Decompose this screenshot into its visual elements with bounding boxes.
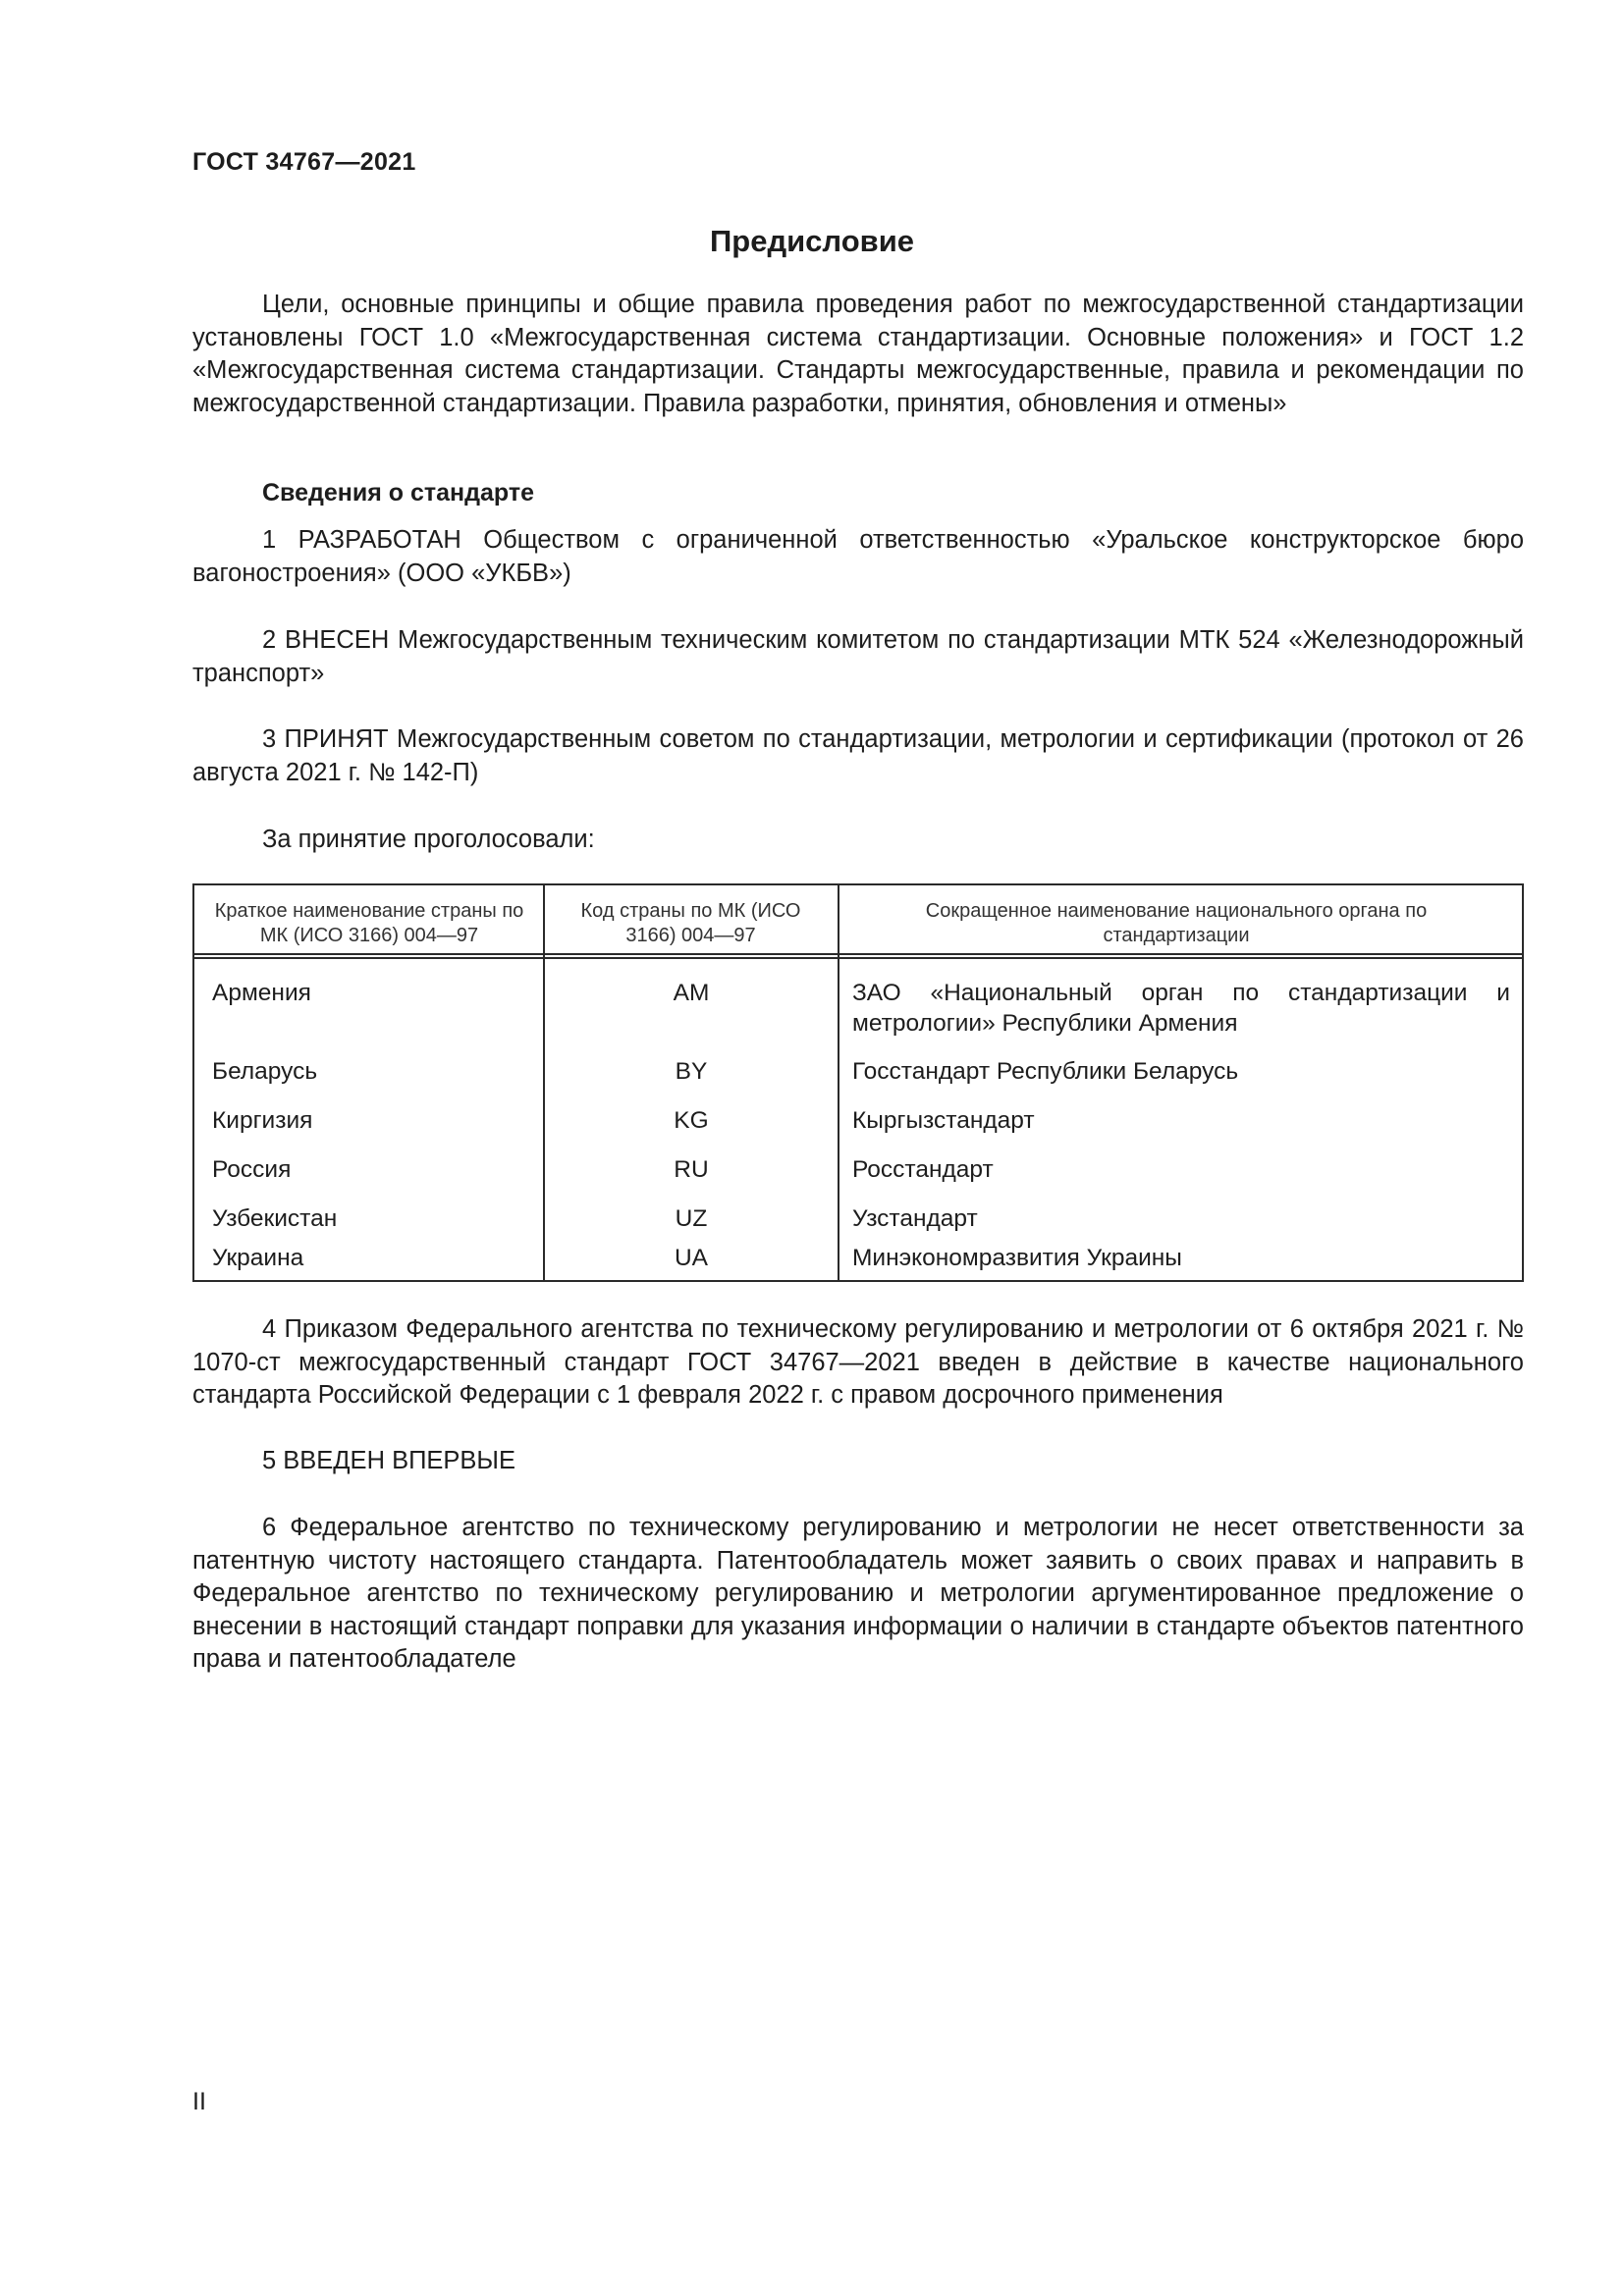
table-header-code: Код страны по МК (ИСО 3166) 004—97 [580,900,801,946]
item-1: 1 РАЗРАБОТАН Обществом с ограниченной ответственностью «Уральское конструкторское бюро вагоностроения» (ООО «УКБВ») [192,526,1524,587]
standards-body: ЗАО «Национальный орган по стандартизации и метрологии» Республики Армения [852,980,1510,1037]
country-name: Украина [212,1245,304,1271]
country-code: BY [675,1058,708,1085]
item-5: 5 ВВЕДЕН ВПЕРВЫЕ [262,1447,516,1474]
standards-body: Узстандарт [852,1205,978,1232]
country-name: Беларусь [212,1058,318,1085]
standards-body: Госстандарт Республики Беларусь [852,1058,1239,1085]
item-4: 4 Приказом Федерального агентства по техническому регулированию и метрологии от 6 октября 2021 г. № 1070-ст межгосударственный стандарт ГОСТ 34767—2021 введен в действие в качестве национального стандарта Российской Федерации с 1 февраля 2022 г. с правом досрочного применения [192,1315,1524,1409]
intro-paragraph: Цели, основные принципы и общие правила проведения работ по межгосударственной стандартизации установлены ГОСТ 1.0 «Межгосударственная система стандартизации. Основные положения» и ГОСТ 1.2 «Межгосударственная система стандартизации. Стандарты межгосударственные, правила и рекомендации по межгосударственной стандартизации. Правила разработки, принятия, обновления и отмены» [192,291,1524,417]
country-name: Узбекистан [212,1205,338,1232]
country-code: UZ [675,1205,708,1232]
item-6: 6 Федеральное агентство по техническому регулированию и метрологии не несет ответственности за патентную чистоту настоящего стандарта. Патентообладатель может заявить о своих правах и направить в Федеральное агентство по техническому регулированию и метрологии аргументированное предложение о внесении в настоящий стандарт поправки для указания информации о наличии в стандарте объектов патентного права и патентообладателе [192,1514,1524,1673]
country-name: Армения [212,980,311,1006]
section-title: Сведения о стандарте [262,479,535,507]
voting-table [192,883,1524,1282]
table-header-divider [194,953,1522,955]
table-header-body: Сокращенное наименование национального органа по стандартизации [925,900,1428,946]
country-name: Россия [212,1156,292,1183]
country-code: UA [674,1245,709,1271]
country-name: Киргизия [212,1107,313,1134]
page-title: Предисловие [709,224,914,258]
country-code: RU [674,1156,709,1183]
country-code: AM [673,980,710,1006]
document-header: ГОСТ 34767—2021 [192,148,416,176]
standards-body: Минэкономразвития Украины [852,1245,1182,1271]
table-header-divider [194,957,1522,959]
item-3: 3 ПРИНЯТ Межгосударственным советом по стандартизации, метрологии и сертификации (протокол от 26 августа 2021 г. № 142-П) [192,725,1524,786]
item-2: 2 ВНЕСЕН Межгосударственным техническим комитетом по стандартизации МТК 524 «Железнодорожный транспорт» [192,626,1524,687]
vote-intro: За принятие проголосовали: [262,826,595,853]
standards-body: Кыргызстандарт [852,1107,1035,1134]
standards-body: Росстандарт [852,1156,994,1183]
page-number: II [192,2088,206,2115]
country-code: KG [674,1107,709,1134]
table-header-country: Краткое наименование страны по МК (ИСО 3166) 004—97 [214,900,524,946]
